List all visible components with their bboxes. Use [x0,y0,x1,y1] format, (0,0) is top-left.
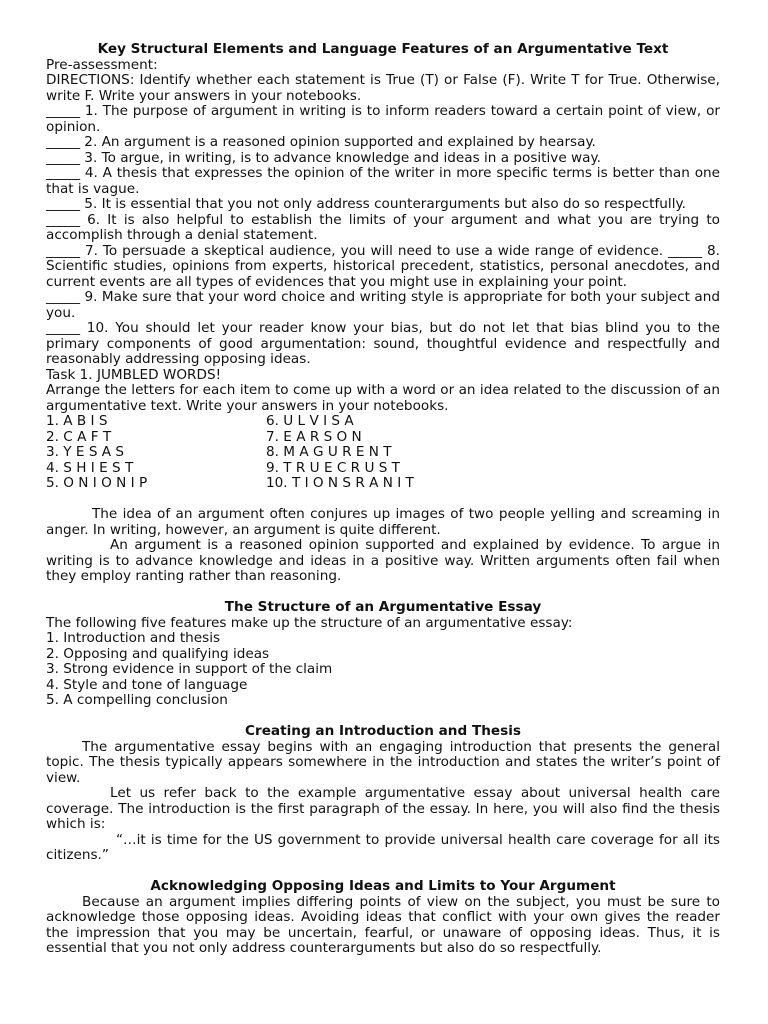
jumbled-word: 4. S H I E S T [46,459,134,476]
quiz-item: _____ 9. Make sure that your word choice and writing style is appropriate for both your subject and you. [46,289,720,321]
spacer [46,864,720,880]
jumbled-word: 7. E A R S O N [266,428,362,445]
jumbled-word: 5. O N I O N I P [46,475,148,491]
quiz-item: _____ 5. It is essential that you not only address counterarguments but also do so respectfully. [46,196,686,212]
quiz-item: _____ 7. To persuade a skeptical audience, you will need to use a wide range of evidence. _____ 8. Scientific studies, opinions from experts, historical precedent, statistics, personal anecdotes, and current events are all types of evidences that you might use in explaining your point. [46,242,720,290]
jumbled-word: 6. U L V I S A [266,413,354,429]
spacer [46,709,720,725]
jumbled-words-list [46,414,720,492]
intro-paragraph: The idea of an argument often conjures up images of two people yelling and screaming in anger. In writing, however, an argument is quite different. [46,506,720,538]
structure-heading: The Structure of an Argumentative Essay [224,599,542,615]
quiz-item: _____ 2. An argument is a reasoned opinion supported and explained by hearsay. [46,134,596,150]
structure-item: 5. A compelling conclusion [46,692,228,708]
quiz-item: _____ 6. It is also helpful to establish the limits of your argument and what you are trying to accomplish through a denial statement. [46,211,720,243]
acknowledging-heading: Acknowledging Opposing Ideas and Limits to Your Argument [150,878,616,894]
jumbled-word: 3. Y E S A S [46,444,125,460]
jumbled-word: 9. T R U E C R U S T [266,459,400,476]
quiz-item: _____ 1. The purpose of argument in writing is to inform readers toward a certain point of view, or opinion. [46,103,720,135]
structure-item: 3. Strong evidence in support of the claim [46,661,333,677]
creating-paragraph: The argumentative essay begins with an engaging introduction that presents the general topic. The thesis typically appears somewhere in the introduction and states the writer’s point of view. [46,738,720,786]
spacer [46,492,720,508]
thesis-quote: “…it is time for the US government to provide universal health care coverage for all its citizens.” [46,831,720,863]
intro-paragraph: An argument is a reasoned opinion supported and explained by evidence. To argue in writing is to advance knowledge and ideas in a positive way. Written arguments often fail when they employ ranting rather than reasoning. [46,537,720,584]
structure-lead: The following five features make up the structure of an argumentative essay: [46,614,573,631]
jumbled-word: 1. A B I S [46,413,108,429]
creating-paragraph: Let us refer back to the example argumentative essay about universal health care coverage. The introduction is the first paragraph of the essay. In here, you will also find the thesis which is: [46,785,720,832]
acknowledging-paragraph: Because an argument implies differing points of view on the subject, you must be sure to acknowledge those opposing ideas. Avoiding ideas that conflict with your own gives the reader the impression that you may be uncertain, fearful, or unaware of opposing ideas. Thus, it is essential that you not only address counterarguments but also do so respectfully. [46,893,720,956]
document-title: Key Structural Elements and Language Features of an Argumentative Text [97,41,669,57]
jumbled-word: 2. C A F T [46,428,112,445]
jumbled-word: 8. M A G U R E N T [266,444,392,460]
quiz-item: _____ 10. You should let your reader know your bias, but do not let that bias blind you to the primary components of good argumentation: sound, thoughtful evidence and respectfully and reasonably addressing opposing ideas. [46,320,720,367]
quiz-item: _____ 4. A thesis that expresses the opinion of the writer in more specific terms is better than one that is vague. [46,165,720,197]
spacer [46,585,720,601]
directions-text: DIRECTIONS: Identify whether each statement is True (T) or False (F). Write T for True. Otherwise, write F. Write your answers in your notebooks. [46,72,720,104]
structure-item: 2. Opposing and qualifying ideas [46,645,270,662]
jumbled-word: 10. T I O N S R A N I T [266,475,414,491]
structure-item: 1. Introduction and thesis [46,630,221,646]
preassessment-label: Pre-assessment: [46,56,158,73]
structure-item: 4. Style and tone of language [46,676,248,693]
task1-heading: Task 1. JUMBLED WORDS! [46,366,222,383]
creating-heading: Creating an Introduction and Thesis [245,723,521,739]
task1-instructions: Arrange the letters for each item to come up with a word or an idea related to the discussion of an argumentative text. Write your answers in your notebooks. [46,382,720,414]
quiz-item: _____ 3. To argue, in writing, is to advance knowledge and ideas in a positive way. [46,149,601,166]
